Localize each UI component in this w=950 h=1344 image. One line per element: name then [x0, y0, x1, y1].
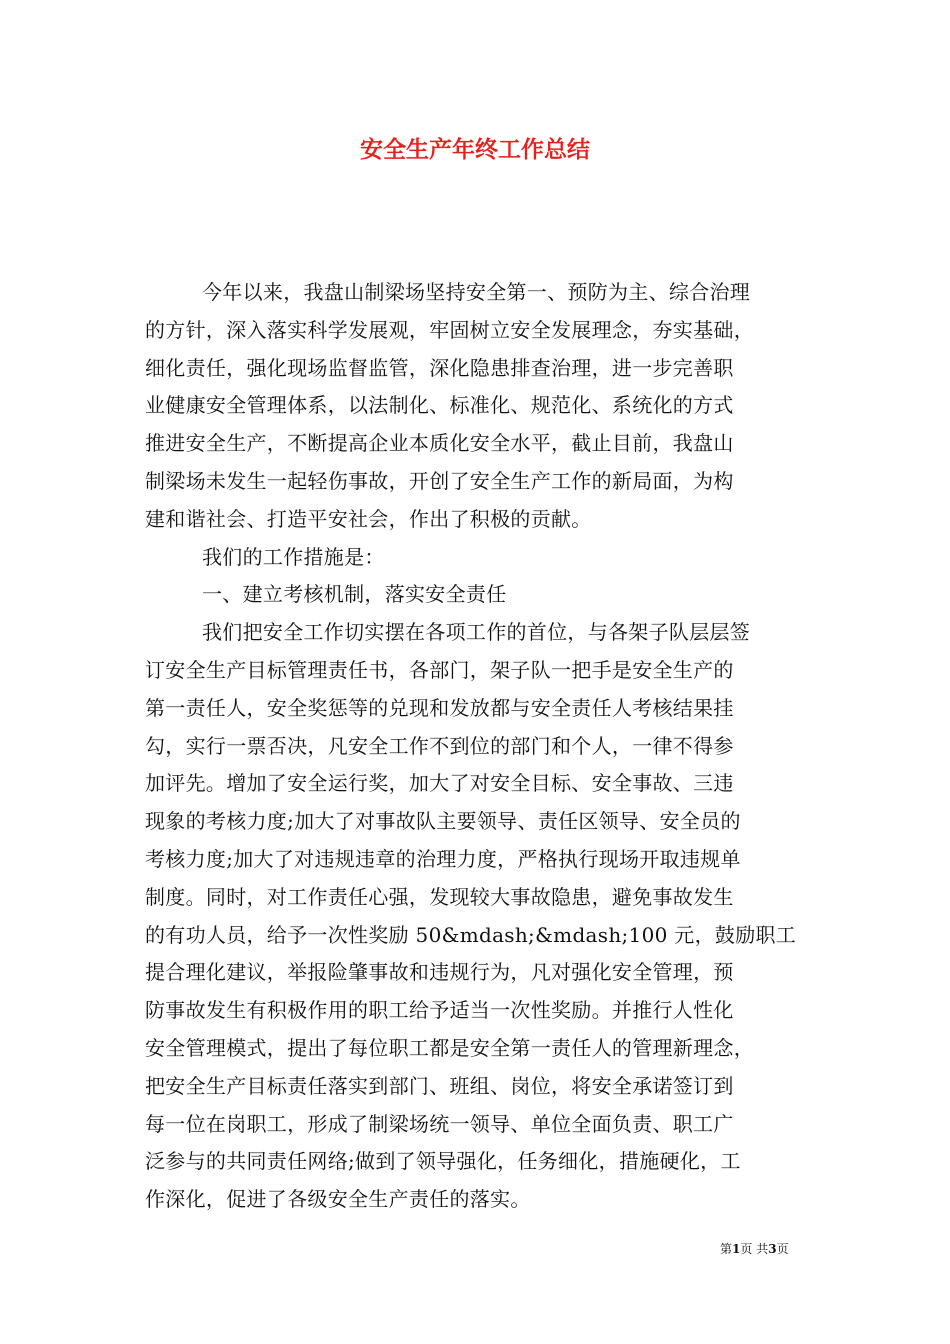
- text-line: 泛参与的共同责任网络;做到了领导强化，任务细化，措施硬化，工: [145, 1149, 741, 1174]
- text-line: 细化责任，强化现场监督监管，深化隐患排查治理，进一步完善职: [145, 355, 734, 380]
- text-line: 我们把安全工作切实摆在各项工作的首位，与各架子队层层签: [202, 620, 751, 645]
- text-line: 制度。同时，对工作责任心强，发现较大事故隐患，避免事故发生: [145, 884, 734, 909]
- text-line: 勾，实行一票否决，凡安全工作不到位的部门和个人，一律不得参: [145, 733, 734, 758]
- page-footer: [720, 1240, 789, 1258]
- text-line: 考核力度;加大了对违规违章的治理力度，严格执行现场开取违规单: [145, 846, 741, 871]
- text-line: 订安全生产目标管理责任书，各部门，架子队一把手是安全生产的: [145, 657, 734, 682]
- footer-suffix: 页: [776, 1242, 789, 1256]
- text-line: 每一位在岗职工，形成了制梁场统一领导、单位全面负责、职工广: [145, 1111, 734, 1136]
- footer-total-pages: 3: [768, 1242, 777, 1256]
- text-line: 一、建立考核机制，落实安全责任: [202, 582, 507, 607]
- text-line: 防事故发生有积极作用的职工给予适当一次性奖励。并推行人性化: [145, 998, 734, 1023]
- text-line: 我们的工作措施是：: [202, 544, 385, 569]
- text-line: 把安全生产目标责任落实到部门、班组、岗位，将安全承诺签订到: [145, 1073, 734, 1098]
- text-line: 的方针，深入落实科学发展观，牢固树立安全发展理念，夯实基础，: [145, 317, 754, 342]
- text-line: 提合理化建议，举报险肇事故和违规行为，凡对强化安全管理，预: [145, 960, 734, 985]
- text-line: 第一责任人，安全奖惩等的兑现和发放都与安全责任人考核结果挂: [145, 695, 734, 720]
- footer-middle: 页 共: [740, 1242, 769, 1256]
- footer-current-page: 1: [732, 1242, 741, 1256]
- text-line: 推进安全生产，不断提高企业本质化安全水平，截止目前，我盘山: [145, 431, 734, 456]
- footer-prefix: 第: [720, 1242, 733, 1256]
- text-line: 作深化，促进了各级安全生产责任的落实。: [145, 1187, 531, 1212]
- text-line: 制梁场未发生一起轻伤事故，开创了安全生产工作的新局面，为构: [145, 468, 734, 493]
- document-title: 安全生产年终工作总结: [360, 137, 590, 163]
- text-line: 现象的考核力度;加大了对事故队主要领导、责任区领导、安全员的: [145, 809, 741, 834]
- text-line: 的有功人员，给予一次性奖励 50&mdash;&mdash;100 元，鼓励职工: [145, 922, 797, 947]
- text-line: 建和谐社会、打造平安社会，作出了积极的贡献。: [145, 506, 592, 531]
- text-line: 业健康安全管理体系，以法制化、标准化、规范化、系统化的方式: [145, 393, 734, 418]
- text-line: 今年以来，我盘山制梁场坚持安全第一、预防为主、综合治理: [202, 280, 751, 304]
- text-line: 安全管理模式，提出了每位职工都是安全第一责任人的管理新理念，: [145, 1035, 754, 1060]
- document-body: [145, 274, 805, 1219]
- text-line: 加评先。增加了安全运行奖，加大了对安全目标、安全事故、三违: [145, 771, 734, 796]
